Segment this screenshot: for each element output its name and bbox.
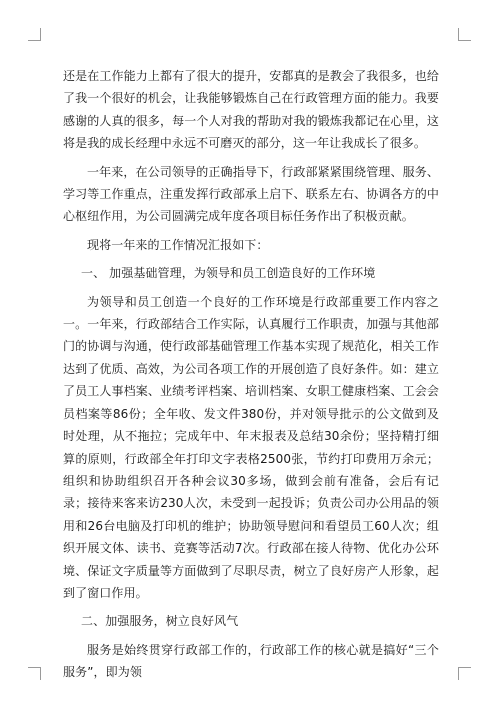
crop-mark-bottom-left bbox=[28, 667, 41, 680]
paragraph-section-2-body: 服务是始终贯穿行政部工作的，行政部工作的核心就是搞好“三个服务”，即为领 bbox=[63, 642, 439, 680]
crop-mark-top-left bbox=[28, 28, 41, 41]
paragraph-report-lead: 现将一年来的工作情况汇报如下： bbox=[87, 237, 269, 252]
paragraph-intro: 还是在工作能力上都有了很大的提升，安都真的是教会了我很多，也给了我一个很好的机会，让我能够锻炼自己在行政管理方面的能力。我要感谢的人真的很多，每一个人对我的帮助对我的锻炼我都记在心里，这将是我的成长经理中永远不可磨灭的部分，这一年让我成长了很多。 bbox=[63, 69, 439, 151]
document-body bbox=[63, 65, 439, 690]
crop-mark-top-right bbox=[458, 28, 471, 41]
section-heading-1: 一、 加强基础管理，为领导和员工创造良好的工作环境 bbox=[81, 266, 376, 281]
section-heading-2: 二、加强服务，树立良好风气 bbox=[81, 614, 239, 629]
paragraph-summary: 一年来，在公司领导的正确指导下，行政部紧紧围绕管理、服务、学习等工作重点，注重发挥行政部承上启下、联系左右、协调各方的中心枢纽作用，为公司圆满完成年度各项目标任务作出了积极贡献。 bbox=[63, 164, 439, 224]
crop-mark-bottom-right bbox=[458, 667, 471, 680]
paragraph-section-1-body: 为领导和员工创造一个良好的工作环境是行政部重要工作内容之一。一年来，行政部结合工作实际，认真履行工作职责，加强与其他部门的协调与沟通，使行政部基础管理工作基本实现了规范化，相关工作达到了优质、高效，为公司各项工作的开展创造了良好条件。如：建立了员工人事档案、业绩考评档案、培训档案、女职工健康档案、工会会员档案等86份；全年收、发文件380份，并对领导批示的公文做到及时处理，从不拖拉；完成年中、年末报表及总结30余份；坚持精打细算的原则，行政部全年打印文字表格2500张，节约打印费用万余元；组织和协助组织召开各种会议30多场，做到会前有准备，会后有记录；接待来客来访230人次，未受到一起投诉；负责公司办公用品的领用和26台电脑及打印机的维护；协助领导慰问和看望员工60人次；组织开展文体、读书、竞赛等活动7次。行政部在接人待物、优化办公环境、保证文字质量等方面做到了尽职尽责，树立了良好房产人形象，起到了窗口作用。 bbox=[63, 294, 439, 600]
